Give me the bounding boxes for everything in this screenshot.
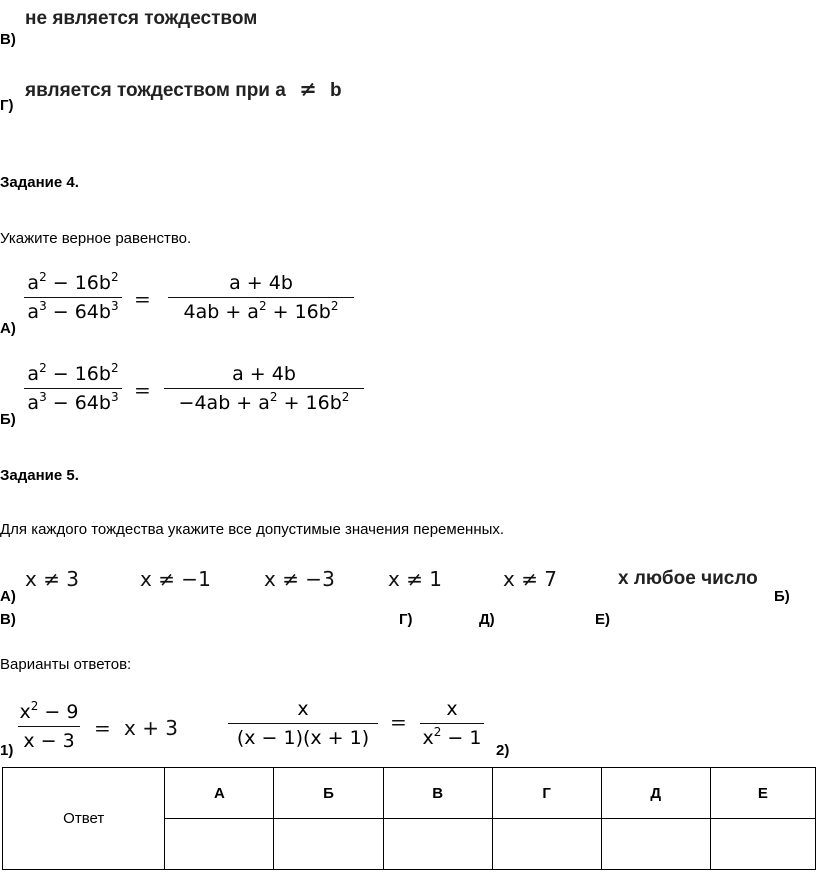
option-a-label: А) <box>0 320 16 337</box>
answer-cell-g[interactable] <box>492 819 601 870</box>
answer-cell-e[interactable] <box>710 819 815 870</box>
option-v-label: В) <box>0 31 16 48</box>
option-b-right-fraction <box>164 362 364 415</box>
answer-row-label: Ответ <box>3 768 165 870</box>
task5-title: Задание 5. <box>0 467 79 484</box>
answer-header-a: А <box>165 768 274 819</box>
task4-prompt: Укажите верное равенство. <box>0 230 192 247</box>
condition-d: x ≠ 7 <box>503 567 558 591</box>
option-b-left-fraction <box>24 362 122 415</box>
option-g-text <box>25 76 342 102</box>
fraction-bar <box>164 388 364 389</box>
answer-table <box>2 767 816 870</box>
condition-e: x любое число <box>618 568 758 589</box>
condition-g: x ≠ 1 <box>388 567 443 591</box>
identity2-right-fraction <box>420 697 484 750</box>
answer-header-b: Б <box>274 768 383 819</box>
answer-cell-b[interactable] <box>274 819 383 870</box>
identity1-numerator: $x^2 - 9$ <box>19 699 79 723</box>
option-g-text-before: является тождеством при a <box>25 80 286 101</box>
label-d: Д) <box>479 611 495 628</box>
option-a-left-numerator: $a^2 - 16b^2$ <box>27 270 119 294</box>
condition-a: x ≠ 3 <box>25 567 80 591</box>
identity2-right-denominator: $x^2 - 1$ <box>422 725 482 749</box>
option-a-equals: = <box>134 287 151 311</box>
condition-b: x ≠ −1 <box>140 567 211 591</box>
option-b-right-denominator: $-4ab + a^2 + 16b^2$ <box>178 390 350 414</box>
option-a-left-denominator: $a^3 - 64b^3$ <box>27 299 119 323</box>
task5-prompt: Для каждого тождества укажите все допустимые значения переменных. <box>0 521 505 538</box>
identity2-left-denominator: (x − 1)(x + 1) <box>236 727 370 749</box>
identity1-label: 1) <box>0 742 14 759</box>
option-b-label: Б) <box>0 411 16 428</box>
label-b: Б) <box>774 588 790 605</box>
answer-cell-a[interactable] <box>165 819 274 870</box>
option-a-left-fraction <box>24 271 122 324</box>
label-a: А) <box>0 588 16 605</box>
answer-header-d: Д <box>601 768 710 819</box>
option-g-label: Г) <box>0 97 14 114</box>
option-a-right-fraction <box>168 271 354 324</box>
option-b-equals: = <box>134 378 151 402</box>
identity2-equals: = <box>390 710 407 734</box>
answer-header-e: Е <box>710 768 815 819</box>
fraction-bar <box>18 726 80 727</box>
label-g: Г) <box>399 611 413 628</box>
identity1-denominator: x − 3 <box>23 730 75 752</box>
option-a-right-denominator: $4ab + a^2 + 16b^2$ <box>183 299 339 323</box>
identity1-equals: = <box>94 716 111 740</box>
identity2-right-numerator: x <box>446 698 458 720</box>
answer-cell-d[interactable] <box>601 819 710 870</box>
option-b-left-denominator: $a^3 - 64b^3$ <box>27 390 119 414</box>
answer-cell-v[interactable] <box>383 819 492 870</box>
option-b-left-numerator: $a^2 - 16b^2$ <box>27 361 119 385</box>
option-g-text-after: b <box>330 80 342 101</box>
option-b-right-numerator: a + 4b <box>232 363 296 385</box>
fraction-bar <box>24 297 122 298</box>
label-e: Е) <box>595 611 610 628</box>
identity2-left-numerator: x <box>297 698 309 720</box>
variants-title: Варианты ответов: <box>0 656 132 673</box>
identity1-rhs: x + 3 <box>124 716 179 740</box>
label-v: В) <box>0 611 16 628</box>
condition-v: x ≠ −3 <box>264 567 335 591</box>
fraction-bar <box>24 388 122 389</box>
option-a-right-numerator: a + 4b <box>229 272 293 294</box>
identity2-left-fraction <box>228 697 378 750</box>
fraction-bar <box>420 723 484 724</box>
neq-symbol: ≠ <box>299 76 317 101</box>
answer-header-g: Г <box>492 768 601 819</box>
option-v-text: не является тождеством <box>25 8 258 29</box>
task4-title: Задание 4. <box>0 174 79 191</box>
fraction-bar <box>168 297 354 298</box>
answer-header-v: В <box>383 768 492 819</box>
fraction-bar <box>228 723 378 724</box>
identity1-fraction <box>18 700 80 753</box>
identity2-label: 2) <box>496 742 510 759</box>
